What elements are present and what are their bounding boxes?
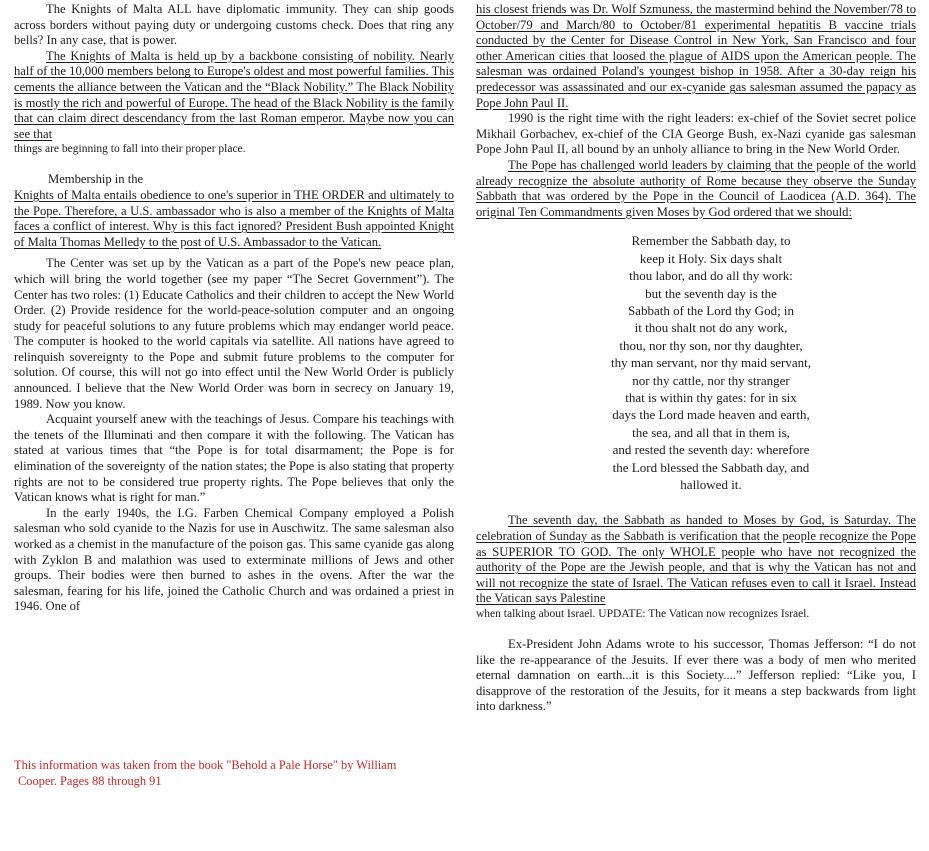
source-note-line-1: This information was taken from the book "Behold a Pale Horse" by William: [14, 758, 397, 772]
paragraph-diplomatic-immunity: The Knights of Malta ALL have diplomatic immunity. They can ship goods across borders without paying duty or undergoing customs check. Does that ring any bells? In any case, that is power.: [14, 2, 454, 48]
paragraph-update-israel: when talking about Israel. UPDATE: The Vatican now recognizes Israel.: [476, 607, 810, 620]
right-column: [476, 2, 916, 715]
paragraph-membership: Knights of Malta entails obedience to one's superior in THE ORDER and ultimately to the Pope. Therefore, a U.S. ambassador who is also a member of the Knights of Malta faces a conflict of interest. Why is this fact ignored? President Bush appointed Knight of Malta Thomas Melledy to the post of U.S. Ambassador to the Vatican.: [14, 187, 454, 249]
paragraph-black-nobility-tail: things are beginning to fall into their proper place.: [14, 143, 246, 156]
paragraph-right-leaders: 1990 is the right time with the right leaders: ex-chief of the Soviet secret police Mikhail Gorbachev, ex-chief of the CIA George Bush, ex-Nazi cyanide gas salesman Pope John Paul II, all bound by an unholy alliance to bring in the New World Order.: [476, 111, 916, 157]
quote-line: thy man servant, nor thy maid servant,: [610, 355, 811, 371]
quote-line: the Lord blessed the Sabbath day, and: [612, 459, 810, 475]
paragraph-the-center: The Center was set up by the Vatican as a part of the Pope's new peace plan, which will bring the world together (see my paper “The Secret Government”). The Center has two roles: (1) Educate Catholics and their children to accept the New World Order. (2) Provide residence for the world-peace-solution computer and an ongoing study for peaceful solutions to any future problems which may endanger world peace. The computer is hooked to the world capitals via satellite. All nations have agreed to relinquish sovereignty to the Pope and submit future problems to the computer for solution. Of course, this will not go into effect until the New World Order is publicly announced. I believe that the New World Order was born in secrecy on January 19, 1989. Now you know.: [14, 256, 454, 411]
quote-line: thou, nor thy son, nor thy daughter,: [619, 337, 803, 353]
quote-line: hallowed it.: [680, 477, 742, 492]
paragraph-black-nobility: The Knights of Malta is held up by a backbone consisting of nobility. Nearly half of the 10,000 members belong to Europe's oldest and most powerful families. This cements the alliance between the Vatican and the “Black Nobility.” The Black Nobility is mostly the rich and powerful of Europe. The head of the Black Nobility is the family that can claim direct descendancy from the last Roman emperor. Maybe now you can see that: [14, 48, 454, 141]
source-note: [14, 757, 454, 789]
quote-line: the sea, and all that in them is,: [632, 424, 790, 440]
quote-line: and rested the seventh day: wherefore: [612, 442, 810, 458]
quote-line: that is within thy gates: for in six: [625, 389, 797, 405]
paragraph-seventh-day: The seventh day, the Sabbath as handed to Moses by God, is Saturday. The celebration of Sunday as the Sabbath is verification that the people recognize the Pope as SUPERIOR TO GOD. The only WHOLE people who have not recognized the authority of the Pope are the Jewish people, and that is why the Vatican has not and will not recognize the state of Israel. The Vatican refuses even to call it Israel. Instead the Vatican says Palestine: [476, 513, 916, 606]
paragraph-wolf-szmuness: his closest friends was Dr. Wolf Szmuness, the mastermind behind the November/78 to October/79 and March/80 to October/81 experimental hepatitis B vaccine trials conducted by the Center for Disease Control in New York, San Francisco and four other American cities that loosed the plague of AIDS upon the American people. The salesman was ordained Poland's youngest bishop in 1958. After a 30-day reign his predecessor was assassinated and our ex-cyanide gas salesman assumed the papacy as Pope John Paul II.: [476, 2, 916, 110]
quote-line: Remember the Sabbath day, to: [631, 233, 791, 249]
source-note-line-2: Cooper. Pages 88 through 91: [18, 774, 162, 788]
quote-line: thou labor, and do all thy work:: [629, 268, 793, 284]
sabbath-commandment-quote: [476, 232, 916, 493]
quote-line: Sabbath of the Lord thy God; in: [627, 302, 795, 318]
quote-line: keep it Holy. Six days shalt: [639, 250, 783, 266]
paragraph-membership-head: Membership in the: [48, 172, 144, 187]
left-column: [14, 2, 454, 615]
paragraph-adams-jefferson: Ex-President John Adams wrote to his successor, Thomas Jefferson: “I do not like the re-appearance of the Jesuits. If ever there was a body of men who merited eternal damnation on earth...it is this Society....” Jefferson replied: “Like you, I disapprove of the restoration of the Jesuits, for it means a step backwards from light into darkness.”: [476, 636, 916, 714]
quote-line: but the seventh day is the: [645, 285, 777, 301]
quote-line: it thou shalt not do any work,: [634, 320, 788, 336]
paragraph-ig-farben: In the early 1940s, the I.G. Farben Chemical Company employed a Polish salesman who sold cyanide to the Nazis for use in Auschwitz. The same salesman also worked as a chemist in the manufacture of the poison gas. This same cyanide gas along with Zyklon B and malathion was used to exterminate millions of Jews and other groups. Their bodies were then burned to ashes in the ovens. After the war the salesman, fearing for his life, joined the Catholic Church and was ordained a priest in 1946. One of: [14, 505, 454, 614]
paragraph-teachings-of-jesus: Acquaint yourself anew with the teachings of Jesus. Compare his teachings with the tenets of the Illuminati and then compare it with the following. The Vatican has stated at various times that “the Pope is for total disarmament; the Pope is for elimination of the sovereignty of the nation states; the Pope is also stating that property rights are not to be considered true property rights. The Pope believes that only the Vatican knows what is right for man.”: [14, 412, 454, 505]
quote-line: days the Lord made heaven and earth,: [612, 407, 810, 423]
paragraph-pope-challenge: The Pope has challenged world leaders by claiming that the people of the world already recognize the absolute authority of Rome because they observe the Sunday Sabbath that was ordered by the Pope in the Council of Laodicea (A.D. 364). The original Ten Commandments given Moses by God ordered that we should:: [476, 157, 916, 219]
quote-line: nor thy cattle, nor thy stranger: [632, 372, 790, 388]
